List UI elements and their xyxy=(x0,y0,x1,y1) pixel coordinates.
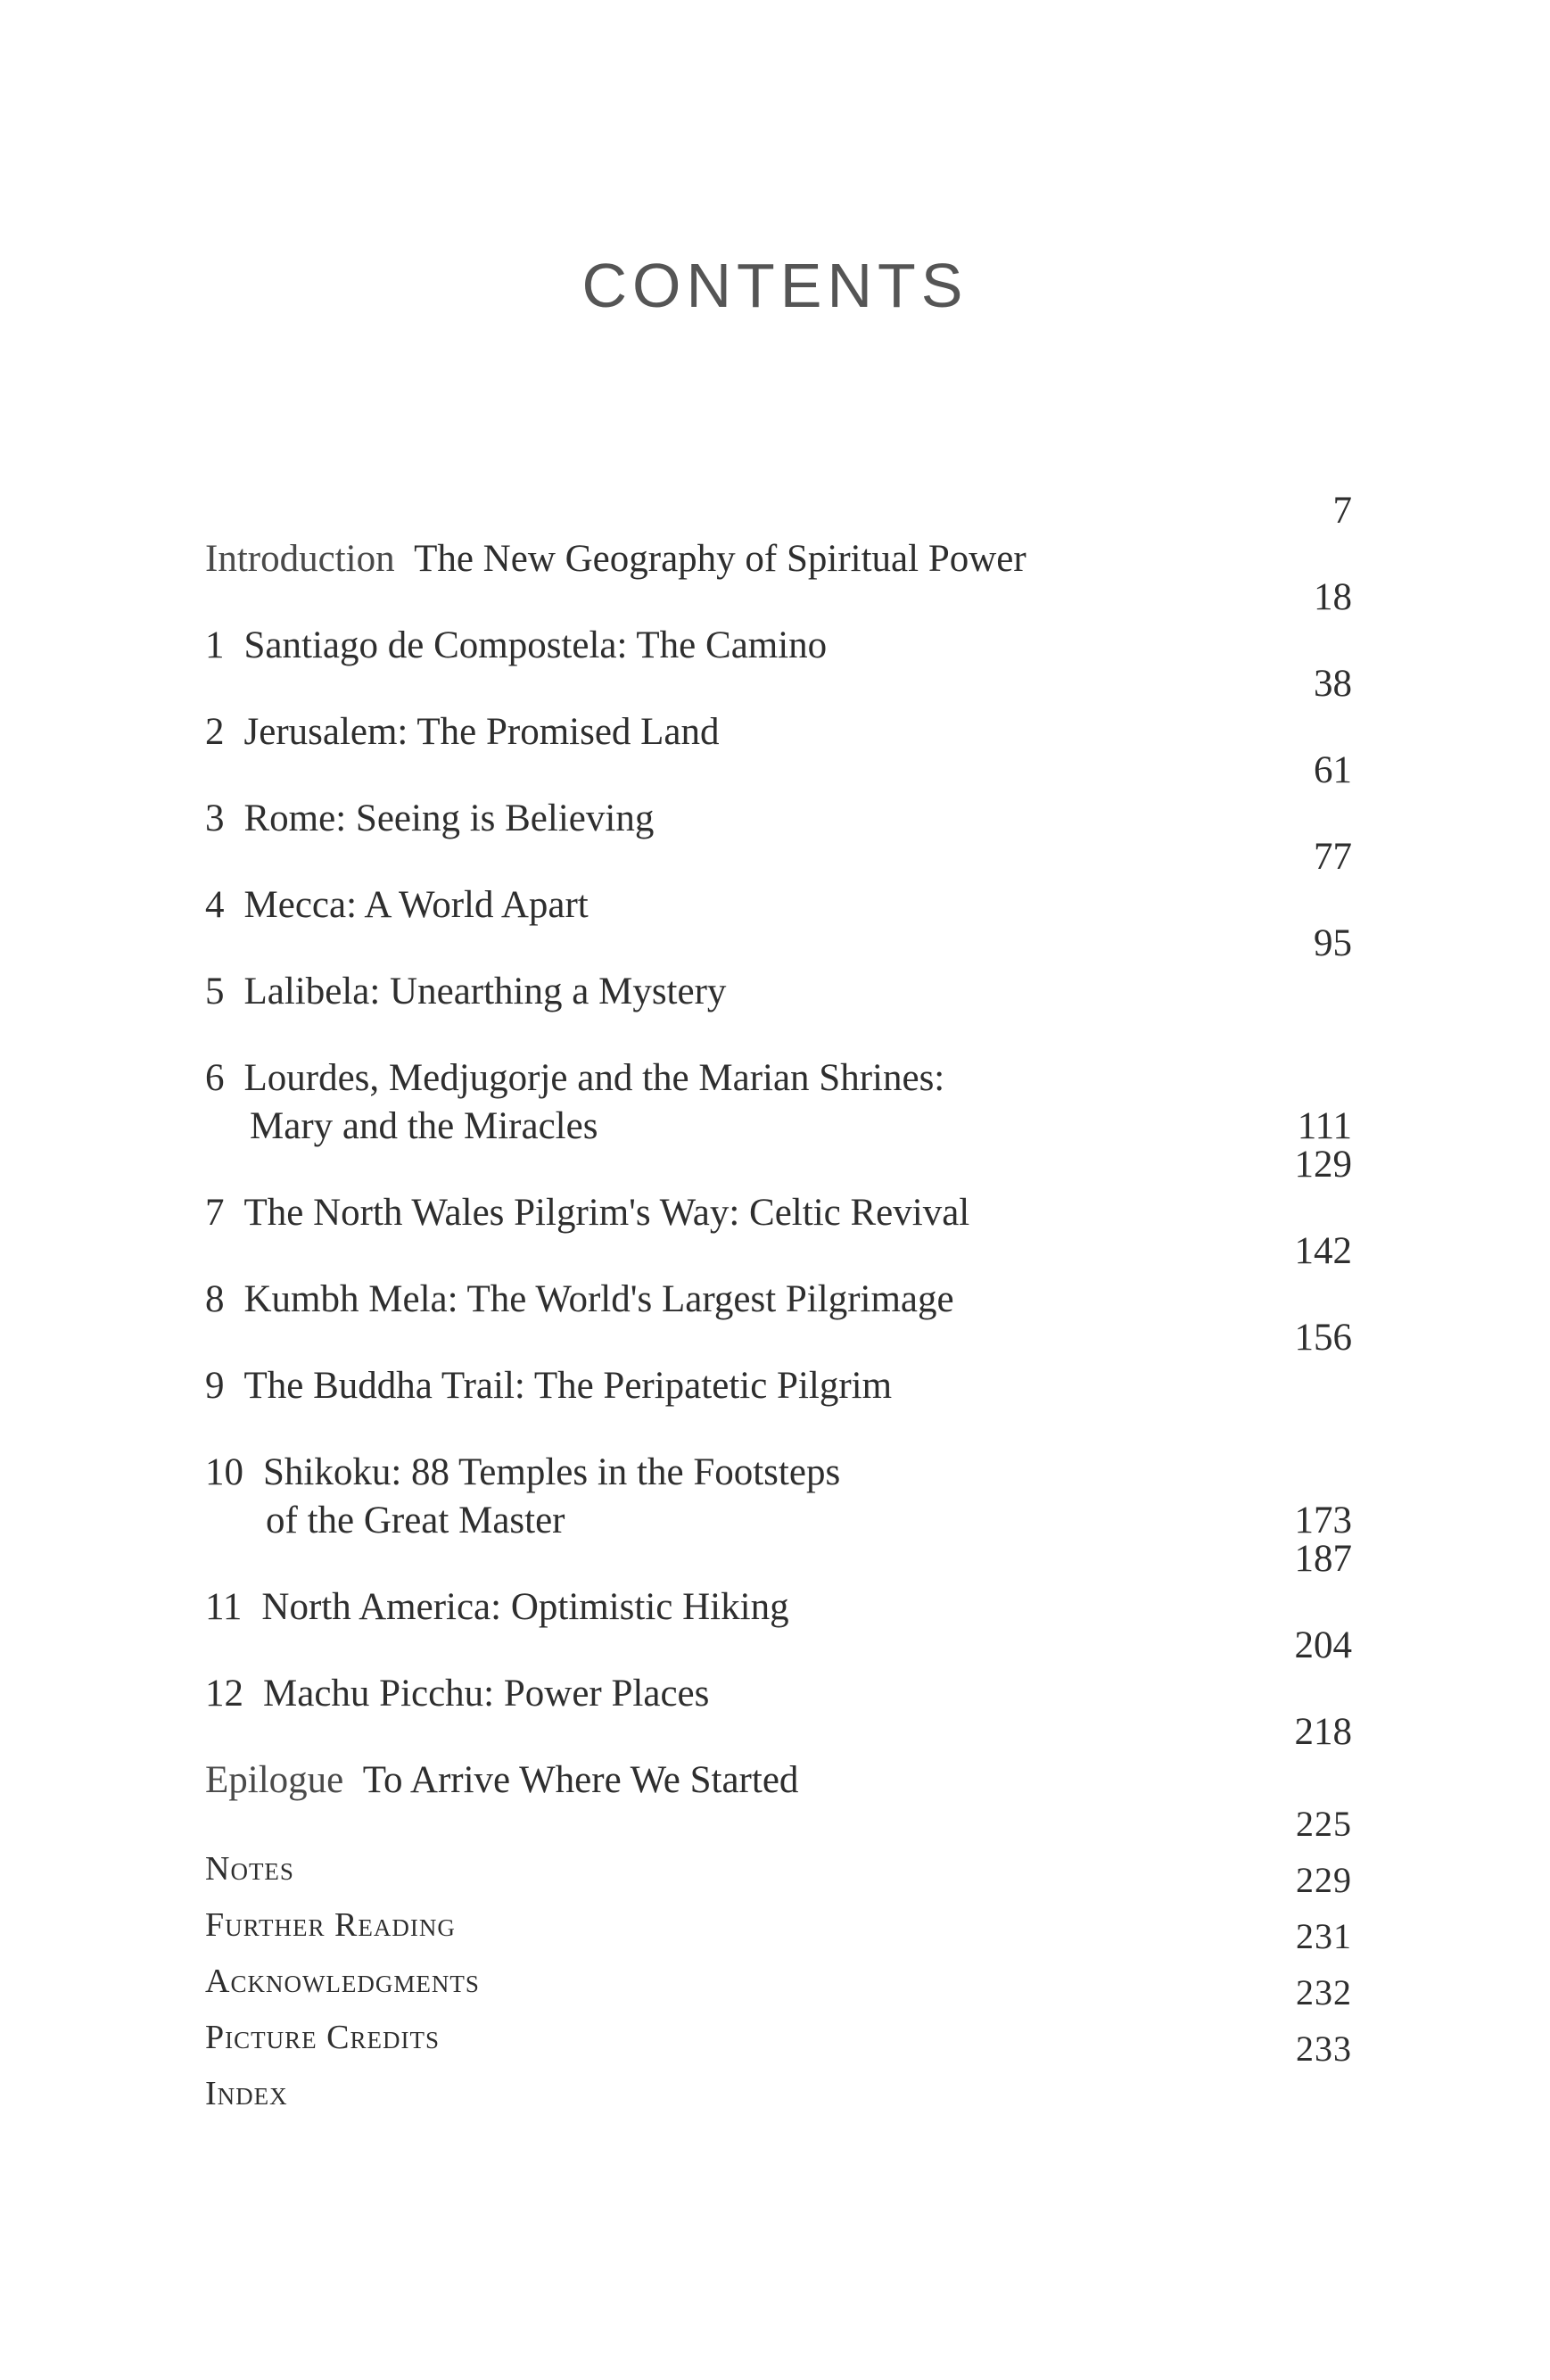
chapter-number: 3 xyxy=(205,797,225,839)
toc-entry-title-continued: of the Great Master xyxy=(266,1500,565,1541)
toc-entry-title: The New Geography of Spiritual Power xyxy=(414,538,1026,580)
toc-entry-title-continued: Mary and the Miracles xyxy=(250,1105,598,1147)
page-title: CONTENTS xyxy=(581,251,969,320)
toc-entry-lead: Introduction xyxy=(205,538,395,580)
toc-entry-page: 225 xyxy=(1296,1804,1352,1844)
toc-entry-label xyxy=(205,535,1026,583)
toc-entry-page: 187 xyxy=(1294,1538,1352,1580)
toc-entry-title: Lalibela: Unearthing a Mystery xyxy=(243,971,727,1012)
toc-entry-label xyxy=(205,1449,840,1545)
toc-entry-title: Rome: Seeing is Believing xyxy=(243,797,655,839)
chapter-number: 1 xyxy=(205,624,225,666)
toc-entry-label xyxy=(205,795,654,843)
toc-entry-page: 218 xyxy=(1294,1711,1352,1753)
toc-entry-lead: Epilogue xyxy=(205,1759,344,1801)
toc-entry-label xyxy=(205,968,726,1016)
toc-entry-page: 77 xyxy=(1314,836,1352,878)
chapter-number: 2 xyxy=(205,711,225,753)
toc-entry-chapter-10[interactable] xyxy=(205,1449,1352,1545)
toc-entry-page: 61 xyxy=(1314,749,1352,791)
toc-entry-label xyxy=(205,708,720,756)
toc-entry-title: Further Reading xyxy=(205,1906,456,1944)
chapter-number: 10 xyxy=(205,1451,243,1493)
toc-entry-page: 173 xyxy=(1294,1500,1352,1541)
chapter-number: 5 xyxy=(205,971,225,1012)
chapter-number: 8 xyxy=(205,1278,225,1320)
chapter-number: 7 xyxy=(205,1192,225,1234)
toc-entry-title: Picture Credits xyxy=(205,2019,440,2056)
toc-entry-label xyxy=(205,1670,709,1718)
toc-entry-title: Kumbh Mela: The World's Largest Pilgrimage xyxy=(243,1278,954,1320)
toc-entry-page: 95 xyxy=(1314,922,1352,964)
toc-entry-title: North America: Optimistic Hiking xyxy=(261,1586,789,1628)
toc-entry-page: 7 xyxy=(1332,490,1352,532)
toc-entry-page: 229 xyxy=(1296,1860,1352,1900)
toc-entry-title: Machu Picchu: Power Places xyxy=(263,1673,710,1715)
toc-entry-chapter-6[interactable] xyxy=(205,1054,1352,1151)
toc-entry-page: 204 xyxy=(1294,1624,1352,1666)
toc-entry-page: 232 xyxy=(1296,1972,1352,2012)
toc-entry-title: To Arrive Where We Started xyxy=(362,1759,799,1801)
toc-entry-page: 142 xyxy=(1294,1230,1352,1272)
toc-entry-page: 111 xyxy=(1297,1105,1352,1147)
toc-entry-label xyxy=(205,1362,892,1410)
chapter-number: 11 xyxy=(205,1586,243,1628)
chapter-number: 4 xyxy=(205,884,225,926)
toc-entry-label xyxy=(205,1276,954,1324)
toc-entry-page: 38 xyxy=(1314,663,1352,705)
toc-entry-label xyxy=(205,1756,798,1805)
toc-entry-page: 18 xyxy=(1314,576,1352,618)
toc-entry-title: The Buddha Trail: The Peripatetic Pilgrim xyxy=(243,1365,893,1407)
toc-entry-title: Santiago de Compostela: The Camino xyxy=(243,624,828,666)
toc-entry-page: 129 xyxy=(1294,1144,1352,1186)
toc-entry-title: Lourdes, Medjugorje and the Marian Shrines: xyxy=(243,1057,945,1099)
toc-entry-title: Mecca: A World Apart xyxy=(243,884,589,926)
toc-entry-title: Index xyxy=(205,2075,288,2112)
toc-entry-page: 156 xyxy=(1294,1317,1352,1359)
toc-entry-title: Shikoku: 88 Temples in the Footsteps xyxy=(263,1451,841,1493)
toc-entry-page: 233 xyxy=(1296,2029,1352,2069)
toc-entry-label xyxy=(205,622,827,670)
toc-entry-label xyxy=(205,881,589,930)
toc-entry-label xyxy=(205,1583,789,1632)
chapter-number: 6 xyxy=(205,1057,225,1099)
toc-entry-title: The North Wales Pilgrim's Way: Celtic Revival xyxy=(243,1192,970,1234)
toc-entry-title: Acknowledgments xyxy=(205,1963,480,2000)
toc-entry-label xyxy=(205,1054,944,1151)
toc-entry-title: Jerusalem: The Promised Land xyxy=(243,711,720,753)
chapter-number: 12 xyxy=(205,1673,243,1715)
chapter-number: 9 xyxy=(205,1365,225,1407)
toc-entry-page: 231 xyxy=(1296,1916,1352,1956)
toc-entry-title: Notes xyxy=(205,1850,294,1888)
toc-entry-label xyxy=(205,1189,969,1237)
